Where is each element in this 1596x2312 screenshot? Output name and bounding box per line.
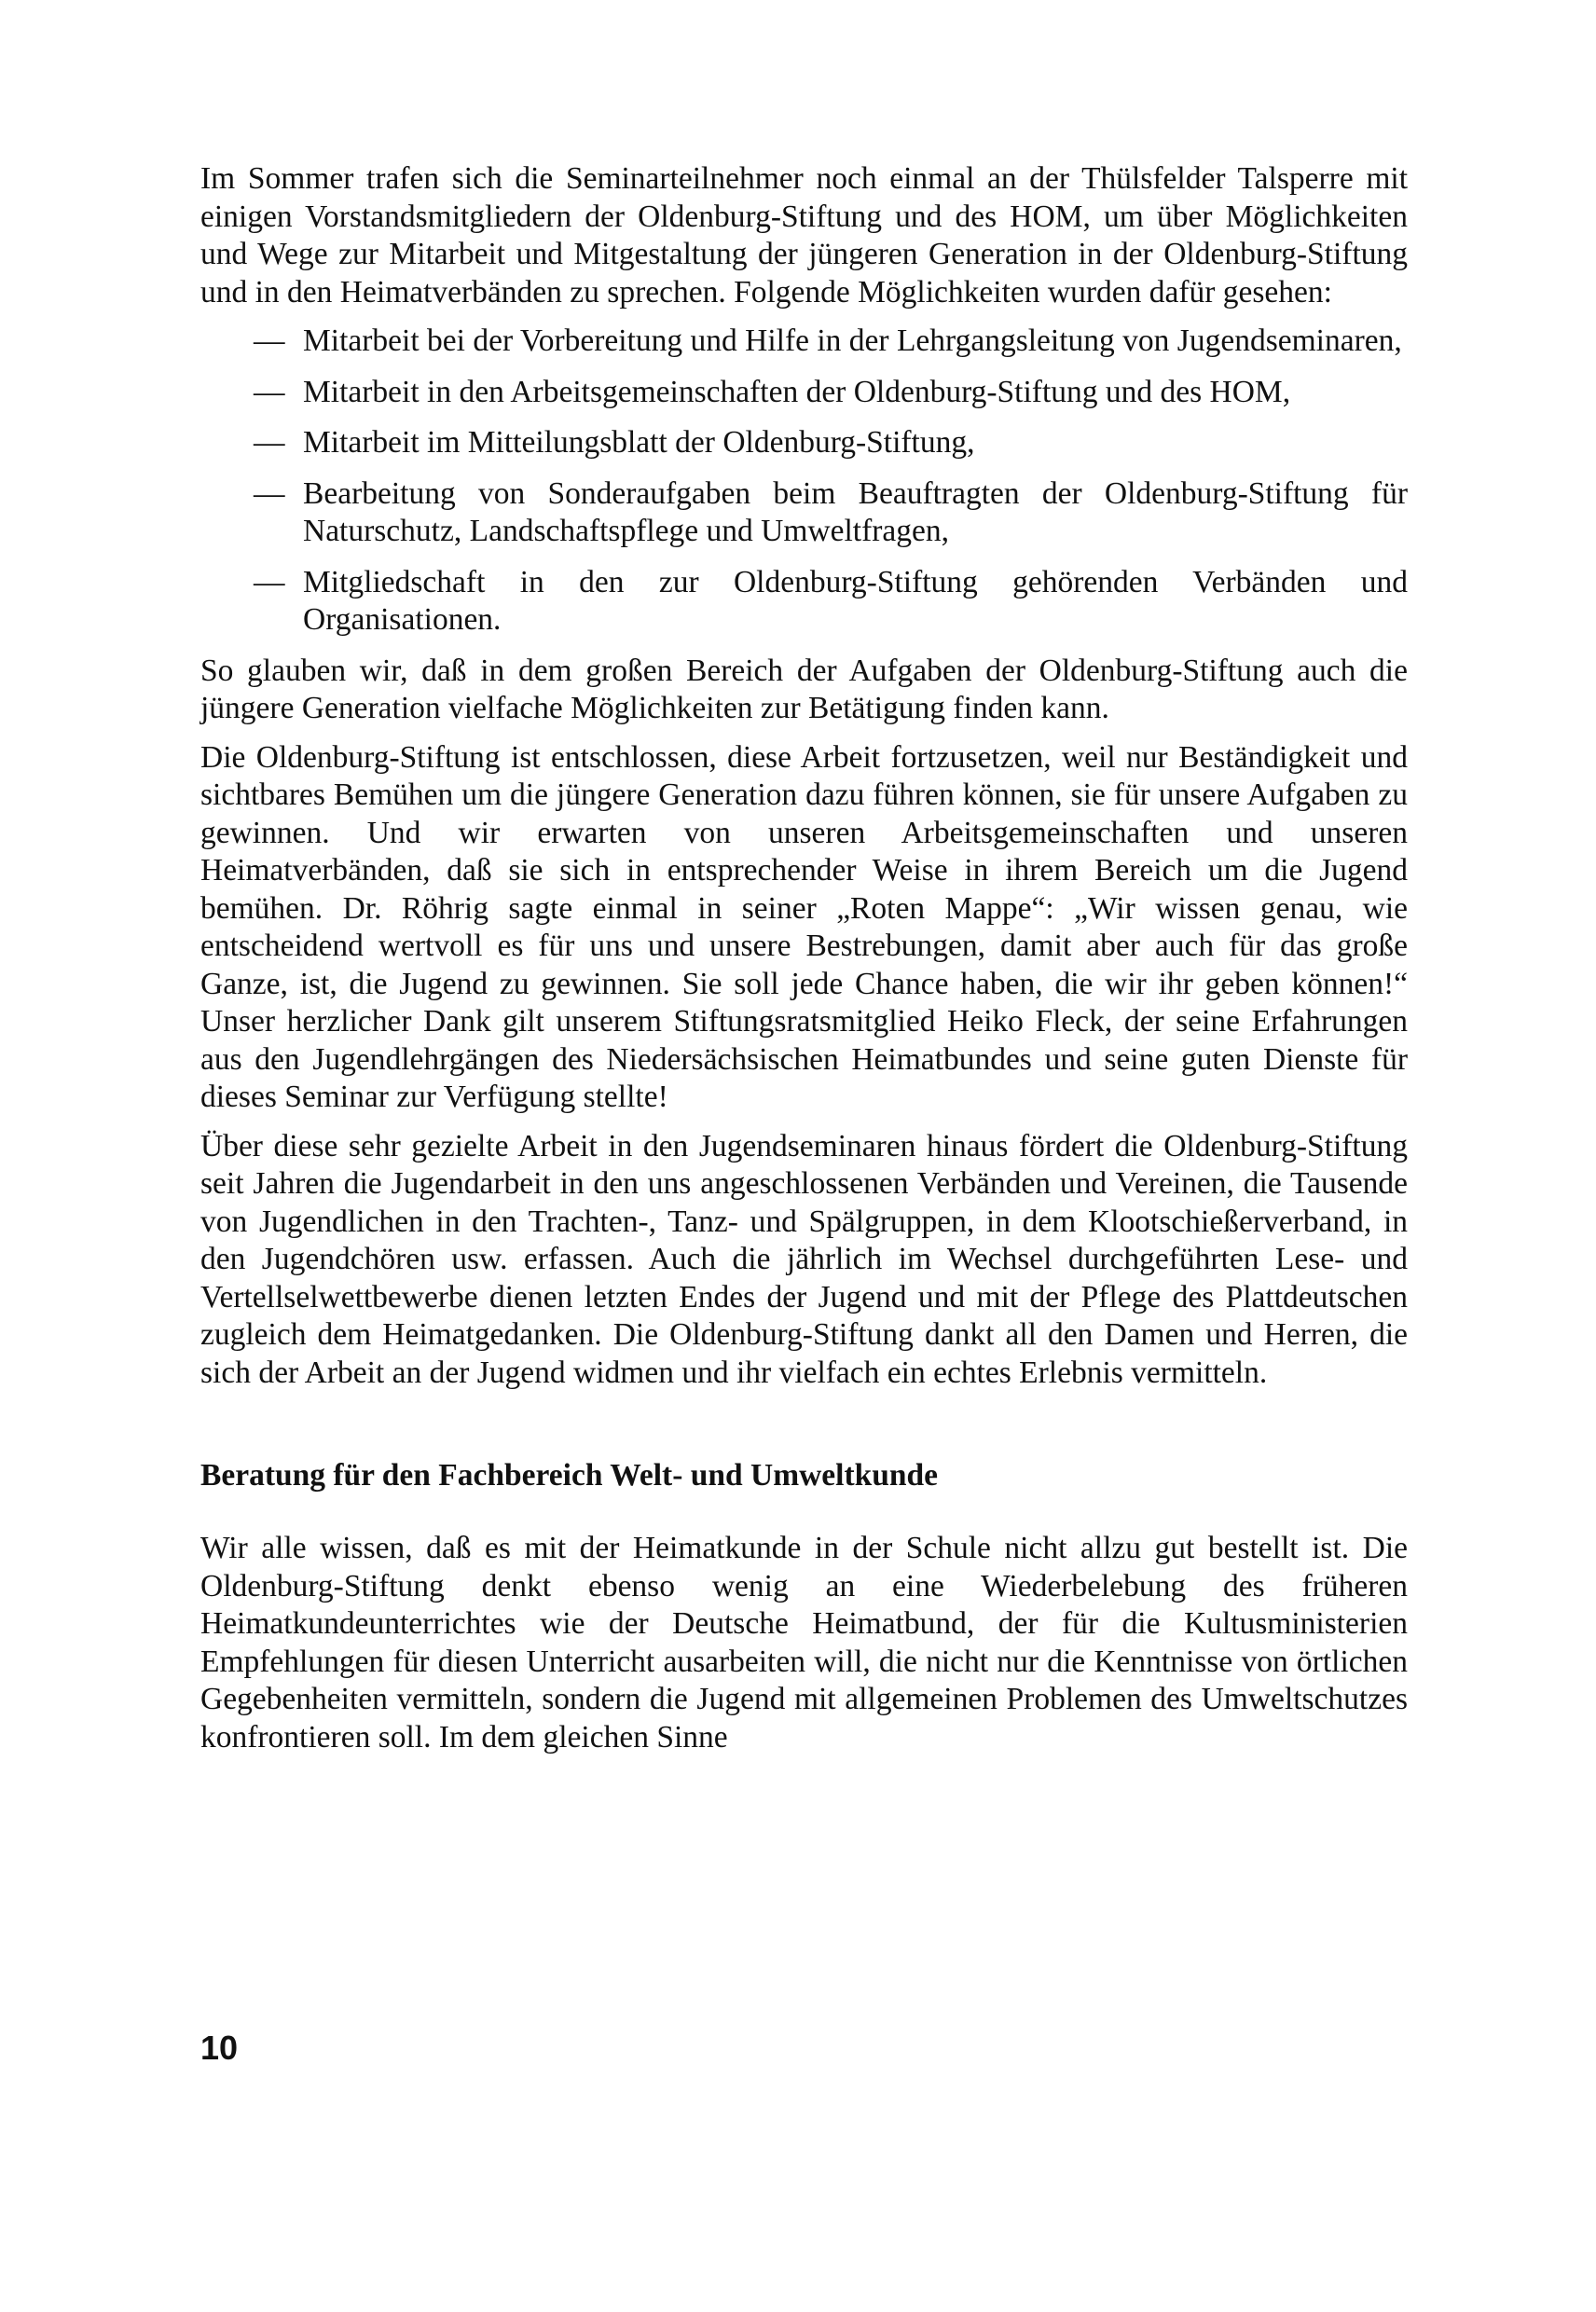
bullet-item [200, 374, 1408, 412]
bullet-item [200, 323, 1408, 361]
body-paragraph: So glauben wir, daß in dem großen Bereich der Aufgaben der Oldenburg-Stiftung auch die jüngere Generation vielfache Möglichkeiten zur Betätigung finden kann. [200, 653, 1408, 725]
bullet-text: Bearbeitung von Sonderaufgaben beim Beauftragten der Oldenburg-Stiftung für Naturschutz, Landschaftspflege und Umweltfragen, [303, 475, 1408, 548]
bullet-text: Mitarbeit im Mitteilungsblatt der Oldenburg-Stiftung, [303, 425, 975, 460]
bullet-list [200, 323, 1408, 640]
intro-paragraph: Im Sommer trafen sich die Seminarteilnehmer noch einmal an der Thülsfelder Talsperre mit einigen Vorstandsmitgliedern der Oldenburg-Stiftung und des HOM, um über Möglichkeiten und Wege zur Mitarbeit und Mitgestaltung der jüngeren Generation in der Oldenburg-Stiftung und in den Heimatverbänden zu sprechen. Folgende Möglichkeiten wurden dafür gesehen: [200, 161, 1408, 310]
dash-marker: — [254, 425, 285, 460]
bullet-text: Mitarbeit in den Arbeitsgemeinschaften der Oldenburg-Stiftung und des HOM, [303, 374, 1291, 409]
bullet-item [200, 424, 1408, 462]
bullet-text: Mitgliedschaft in den zur Oldenburg-Stiftung gehörenden Verbänden und Organisationen. [303, 564, 1408, 637]
body-paragraph: Die Oldenburg-Stiftung ist entschlossen, diese Arbeit fortzusetzen, weil nur Beständigkeit und sichtbares Bemühen um die jüngere Generation dazu führen können, sie für unsere Aufgaben zu gewinnen. Und wir erwarten von unseren Arbeitsgemeinschaften und unseren Heimatverbänden, daß sie sich in entsprechender Weise in ihrem Bereich um die Jugend bemühen. Dr. Röhrig sagte einmal in seiner „Roten Mappe“: „Wir wissen genau, wie entscheidend wertvoll es für uns und unsere Bestrebungen, damit aber auch für das große Ganze, ist, die Jugend zu gewinnen. Sie soll jede Chance haben, die wir ihr geben können!“ Unser herzlicher Dank gilt unserem Stiftungsratsmitglied Heiko Fleck, der seine Erfahrungen aus den Jugendlehrgängen des Niedersächsischen Heimatbundes und seine guten Dienste für dieses Seminar zur Verfügung stellte! [200, 739, 1408, 1114]
bullet-item [200, 475, 1408, 551]
section-heading: Beratung für den Fachbereich Welt- und Umweltkunde [200, 1458, 939, 1493]
dash-marker: — [254, 323, 285, 358]
page-number: 10 [200, 2029, 239, 2067]
bullet-item [200, 564, 1408, 640]
dash-marker: — [254, 374, 285, 409]
bullet-text: Mitarbeit bei der Vorbereitung und Hilfe in der Lehrgangsleitung von Jugendseminaren, [303, 323, 1402, 358]
section-paragraph: Wir alle wissen, daß es mit der Heimatkunde in der Schule nicht allzu gut bestellt ist. Die Oldenburg-Stiftung denkt ebenso wenig an eine Wiederbelebung des früheren Heimatkundeunterrichtes wie der Deutsche Heimatbund, der für die Kultusministerien Empfehlungen für diesen Unterricht ausarbeiten will, die nicht nur die Kenntnisse von örtlichen Gegebenheiten vermitteln, sondern die Jugend mit allgemeinen Problemen des Umweltschutzes konfrontieren soll. Im dem gleichen Sinne [200, 1531, 1408, 1755]
dash-marker: — [254, 564, 285, 599]
body-paragraph: Über diese sehr gezielte Arbeit in den Jugendseminaren hinaus fördert die Oldenburg-Stiftung seit Jahren die Jugendarbeit in den uns angeschlossenen Verbänden und Vereinen, die Tausende von Jugendlichen in den Trachten-, Tanz- und Spälgruppen, in dem Klootschießerverband, in den Jugendchören usw. erfassen. Auch die jährlich im Wechsel durchgeführten Lese- und Vertellselwettbewerbe dienen letzten Endes der Jugend und mit der Pflege des Plattdeutschen zugleich dem Heimatgedanken. Die Oldenburg-Stiftung dankt all den Damen und Herren, die sich der Arbeit an der Jugend widmen und ihr vielfach ein echtes Erlebnis vermitteln. [200, 1128, 1408, 1390]
document-page [200, 160, 1408, 1768]
dash-marker: — [254, 475, 285, 511]
